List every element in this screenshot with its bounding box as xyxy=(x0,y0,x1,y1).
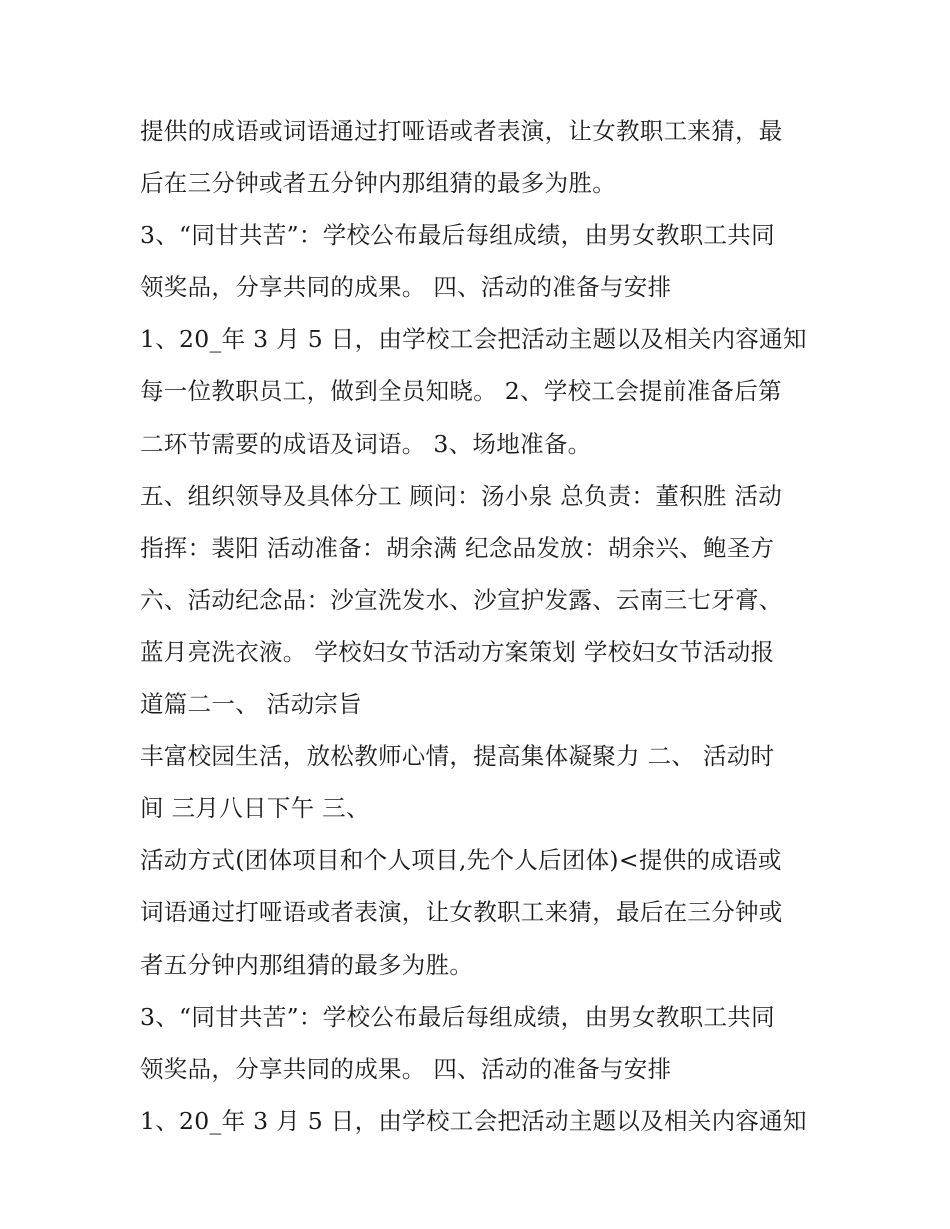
text-line: 后在三分钟或者五分钟内那组猜的最多为胜。 xyxy=(140,169,616,198)
text-line: 3、“同甘共苦”：学校公布最后每组成绩，由男女教职工共同 xyxy=(140,221,775,250)
document-body xyxy=(140,108,820,1150)
text-line: 者五分钟内那组猜的最多为胜。 xyxy=(140,950,474,979)
text-line: 3、“同甘共苦”：学校公布最后每组成绩，由男女教职工共同 xyxy=(140,1002,775,1031)
text-line: 间 三月八日下午 三、 xyxy=(140,794,370,823)
text-line: 二环节需要的成语及词语。 3、场地准备。 xyxy=(140,429,592,458)
text-line: 每一位教职员工，做到全员知晓。 2、学校工会提前准备后第 xyxy=(140,377,782,406)
text-line: 领奖品，分享共同的成果。 四、活动的准备与安排 xyxy=(140,273,672,302)
text-line: 丰富校园生活，放松教师心情，提高集体凝聚力 二、 活动时 xyxy=(140,742,775,771)
text-line: 领奖品，分享共同的成果。 四、活动的准备与安排 xyxy=(140,1054,672,1083)
text-line: 蓝月亮洗衣液。 学校妇女节活动方案策划 学校妇女节活动报 xyxy=(140,637,775,666)
text-line: 词语通过打哑语或者表演，让女教职工来猜，最后在三分钟或 xyxy=(140,898,783,927)
text-line: 1、20_年 3 月 5 日，由学校工会把活动主题以及相关内容通知 xyxy=(140,325,807,354)
text-line: 道篇二一、 活动宗旨 xyxy=(140,690,362,719)
text-line: 五、组织领导及具体分工 顾问：汤小泉 总负责：董积胜 活动 xyxy=(140,481,783,510)
text-line: 提供的成语或词语通过打哑语或者表演，让女教职工来猜，最 xyxy=(140,117,783,145)
text-line: 六、活动纪念品：沙宣洗发水、沙宣护发露、云南三七牙膏、 xyxy=(140,585,783,614)
text-line: 指挥：裴阳 活动准备：胡余满 纪念品发放：胡余兴、鲍圣方 xyxy=(140,533,775,562)
text-line: 活动方式(团体项目和个人项目,先个人后团体)<提供的成语或 xyxy=(140,846,782,875)
text-line: 1、20_年 3 月 5 日，由学校工会把活动主题以及相关内容通知 xyxy=(140,1106,807,1135)
